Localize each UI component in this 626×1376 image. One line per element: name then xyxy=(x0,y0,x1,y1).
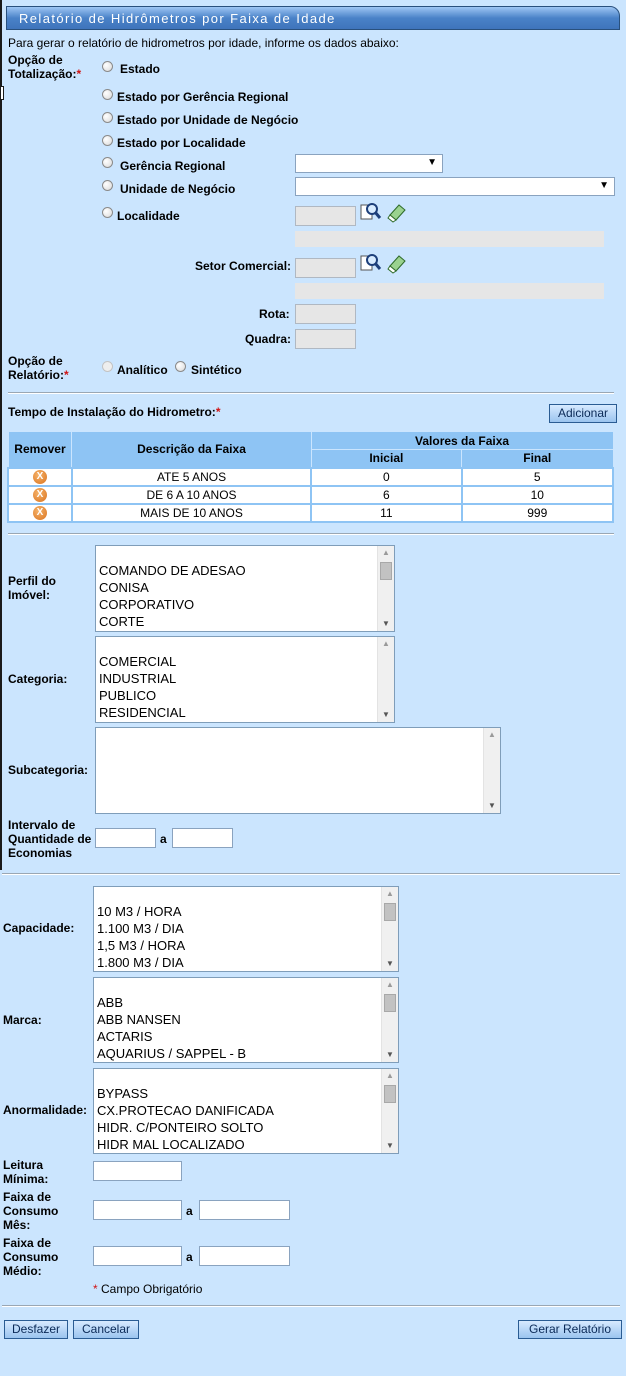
divider xyxy=(2,1305,620,1307)
radio-localidade-label: Localidade xyxy=(117,209,180,223)
adicionar-button[interactable]: Adicionar xyxy=(549,404,617,423)
consumo-medio-sep: a xyxy=(186,1250,193,1264)
scroll-thumb[interactable] xyxy=(380,562,392,580)
list-item[interactable]: CORTE xyxy=(99,614,145,629)
list-item[interactable]: BYPASS xyxy=(97,1086,149,1101)
list-item[interactable]: RESIDENCIAL xyxy=(99,705,186,720)
required-note: * Campo Obrigatório xyxy=(93,1282,203,1296)
scroll-up-icon[interactable]: ▲ xyxy=(382,639,390,648)
list-item[interactable]: CORPORATIVO xyxy=(99,597,195,612)
list-item[interactable]: AQUARIUS / SAPPEL - B xyxy=(97,1046,247,1061)
list-item[interactable]: ACTARIS xyxy=(97,1029,153,1044)
list-item[interactable]: 1,5 M3 / HORA xyxy=(97,938,186,953)
totalizacao-label: Opção de Totalização:* xyxy=(8,53,82,81)
radio-estado-gerencia-label: Estado por Gerência Regional xyxy=(117,90,289,104)
gerar-relatorio-button[interactable]: Gerar Relatório xyxy=(518,1320,622,1339)
subcategoria-label: Subcategoria: xyxy=(8,763,89,777)
scroll-thumb[interactable] xyxy=(384,903,396,921)
radio-estado-label: Estado xyxy=(120,62,161,76)
perfil-listbox[interactable] xyxy=(95,545,395,632)
radio-analitico-label: Analítico xyxy=(117,363,168,377)
scroll-down-icon[interactable]: ▼ xyxy=(386,1141,394,1150)
consumo-medio-label: Faixa de Consumo Médio: xyxy=(3,1236,59,1278)
cell-inicial: 6 xyxy=(311,486,461,504)
divider xyxy=(8,392,614,394)
list-item[interactable]: HIDR MAL LOCALIZADO xyxy=(97,1137,245,1152)
consumo-medio-max-input[interactable] xyxy=(199,1246,290,1266)
list-item[interactable]: CONISA xyxy=(99,580,149,595)
list-item[interactable]: 1.100 M3 / DIA xyxy=(97,921,184,936)
scroll-down-icon[interactable]: ▼ xyxy=(386,1050,394,1059)
marca-label: Marca: xyxy=(3,1013,42,1027)
header-final: Final xyxy=(462,450,613,468)
cancelar-button[interactable]: Cancelar xyxy=(73,1320,139,1339)
consumo-mes-min-input[interactable] xyxy=(93,1200,182,1220)
header-descricao: Descrição da Faixa xyxy=(72,432,311,468)
list-item[interactable]: CX.PROTECAO DANIFICADA xyxy=(97,1103,274,1118)
cell-final: 5 xyxy=(462,468,613,486)
table-row xyxy=(8,468,613,486)
cell-descricao: ATE 5 ANOS xyxy=(72,468,311,486)
scroll-down-icon[interactable]: ▼ xyxy=(382,619,390,628)
rota-label: Rota: xyxy=(259,307,290,321)
economias-label: Intervalo de Quantidade de Economias xyxy=(8,818,92,860)
cell-final: 10 xyxy=(462,486,613,504)
radio-estado[interactable] xyxy=(102,61,113,72)
desfazer-button[interactable]: Desfazer xyxy=(4,1320,68,1339)
economias-min-input[interactable] xyxy=(95,828,156,848)
list-item[interactable]: 10 M3 / HORA xyxy=(97,904,182,919)
radio-unidade-label: Unidade de Negócio xyxy=(120,182,236,196)
quadra-label: Quadra: xyxy=(245,332,292,346)
table-row xyxy=(8,504,613,522)
radio-sintetico-label: Sintético xyxy=(191,363,242,377)
header-remover: Remover xyxy=(8,432,72,468)
radio-estado-unidade-label: Estado por Unidade de Negócio xyxy=(117,113,299,127)
radio-estado-unidade[interactable] xyxy=(102,112,113,123)
header-inicial: Inicial xyxy=(311,450,461,468)
scroll-thumb[interactable] xyxy=(384,994,396,1012)
scrollbar[interactable] xyxy=(377,637,394,722)
eraser-icon[interactable] xyxy=(386,252,408,274)
page-title: Relatório de Hidrômetros por Faixa de Idade xyxy=(6,6,620,30)
scroll-down-icon[interactable]: ▼ xyxy=(488,801,496,810)
list-item[interactable]: 1.800 M3 / DIA xyxy=(97,955,184,970)
list-item[interactable]: COMANDO DE ADESAO xyxy=(99,563,246,578)
faixa-table xyxy=(7,431,614,523)
list-item[interactable]: COMERCIAL xyxy=(99,654,177,669)
tempo-label: Tempo de Instalação do Hidrometro:* xyxy=(8,405,221,419)
remove-icon[interactable]: X xyxy=(33,470,47,484)
capacidade-listbox[interactable] xyxy=(93,886,399,972)
anormalidade-label: Anormalidade: xyxy=(3,1103,88,1117)
search-icon[interactable] xyxy=(360,201,382,223)
capacidade-label: Capacidade: xyxy=(3,921,75,935)
cell-inicial: 11 xyxy=(311,504,461,522)
remove-icon[interactable]: X xyxy=(33,506,47,520)
scrollbar[interactable] xyxy=(381,1069,398,1153)
list-item[interactable]: INDUSTRIAL xyxy=(99,671,177,686)
cell-descricao: DE 6 A 10 ANOS xyxy=(72,486,311,504)
frame-notch xyxy=(0,86,4,100)
chevron-down-icon: ▼ xyxy=(427,157,437,168)
leitura-label: Leitura Mínima: xyxy=(3,1158,49,1186)
list-item[interactable]: HIDR. C/PONTEIRO SOLTO xyxy=(97,1120,264,1135)
scroll-up-icon[interactable]: ▲ xyxy=(382,548,390,557)
radio-estado-localidade-label: Estado por Localidade xyxy=(117,136,246,150)
scroll-up-icon[interactable]: ▲ xyxy=(386,980,394,989)
rota-input[interactable] xyxy=(295,304,356,324)
scroll-down-icon[interactable]: ▼ xyxy=(382,710,390,719)
scrollbar[interactable] xyxy=(483,728,500,813)
subcategoria-listbox[interactable] xyxy=(95,727,501,814)
cell-final: 999 xyxy=(462,504,613,522)
scroll-up-icon[interactable]: ▲ xyxy=(386,889,394,898)
scroll-down-icon[interactable]: ▼ xyxy=(386,959,394,968)
scrollbar[interactable] xyxy=(377,546,394,631)
leitura-input[interactable] xyxy=(93,1161,182,1181)
scrollbar[interactable] xyxy=(381,978,398,1062)
setor-input[interactable] xyxy=(295,258,356,278)
list-item[interactable]: ABB xyxy=(97,995,124,1010)
categoria-label: Categoria: xyxy=(8,672,68,686)
scroll-thumb[interactable] xyxy=(384,1085,396,1103)
intro-text: Para gerar o relatório de hidrometros por idade, informe os dados abaixo: xyxy=(8,36,399,50)
scroll-up-icon[interactable]: ▲ xyxy=(386,1071,394,1080)
scroll-up-icon[interactable]: ▲ xyxy=(488,730,496,739)
consumo-medio-min-input[interactable] xyxy=(93,1246,182,1266)
radio-unidade[interactable] xyxy=(102,180,113,191)
radio-estado-gerencia[interactable] xyxy=(102,89,113,100)
chevron-down-icon: ▼ xyxy=(599,180,609,191)
scrollbar[interactable] xyxy=(381,887,398,971)
consumo-mes-label: Faixa de Consumo Mês: xyxy=(3,1190,59,1232)
radio-analitico[interactable] xyxy=(102,361,113,372)
divider xyxy=(2,873,620,875)
anormalidade-listbox[interactable] xyxy=(93,1068,399,1154)
search-icon[interactable] xyxy=(360,252,382,274)
radio-gerencia[interactable] xyxy=(102,157,113,168)
consumo-mes-sep: a xyxy=(186,1204,193,1218)
radio-gerencia-label: Gerência Regional xyxy=(120,159,226,173)
categoria-listbox[interactable] xyxy=(95,636,395,723)
relatorio-label: Opção de Relatório:* xyxy=(8,354,69,382)
eraser-icon[interactable] xyxy=(386,201,408,223)
radio-estado-localidade[interactable] xyxy=(102,135,113,146)
header-valores: Valores da Faixa xyxy=(311,432,613,450)
list-item[interactable]: PUBLICO xyxy=(99,688,157,703)
marca-listbox[interactable] xyxy=(93,977,399,1063)
economias-sep: a xyxy=(160,832,167,846)
radio-sintetico[interactable] xyxy=(175,361,186,372)
quadra-input[interactable] xyxy=(295,329,356,349)
consumo-mes-max-input[interactable] xyxy=(199,1200,290,1220)
economias-max-input[interactable] xyxy=(172,828,233,848)
divider xyxy=(8,533,614,535)
unidade-select[interactable] xyxy=(295,177,615,196)
remove-icon[interactable]: X xyxy=(33,488,47,502)
setor-label: Setor Comercial: xyxy=(195,259,292,273)
cell-inicial: 0 xyxy=(311,468,461,486)
radio-localidade[interactable] xyxy=(102,207,113,218)
setor-description xyxy=(295,283,604,299)
table-row xyxy=(8,486,613,504)
gerencia-select[interactable] xyxy=(295,154,443,173)
perfil-label: Perfil do Imóvel: xyxy=(8,574,57,602)
localidade-description xyxy=(295,231,604,247)
list-item[interactable]: ABB NANSEN xyxy=(97,1012,181,1027)
cell-descricao: MAIS DE 10 ANOS xyxy=(72,504,311,522)
localidade-input[interactable] xyxy=(295,206,356,226)
window-left-frame xyxy=(0,0,4,870)
